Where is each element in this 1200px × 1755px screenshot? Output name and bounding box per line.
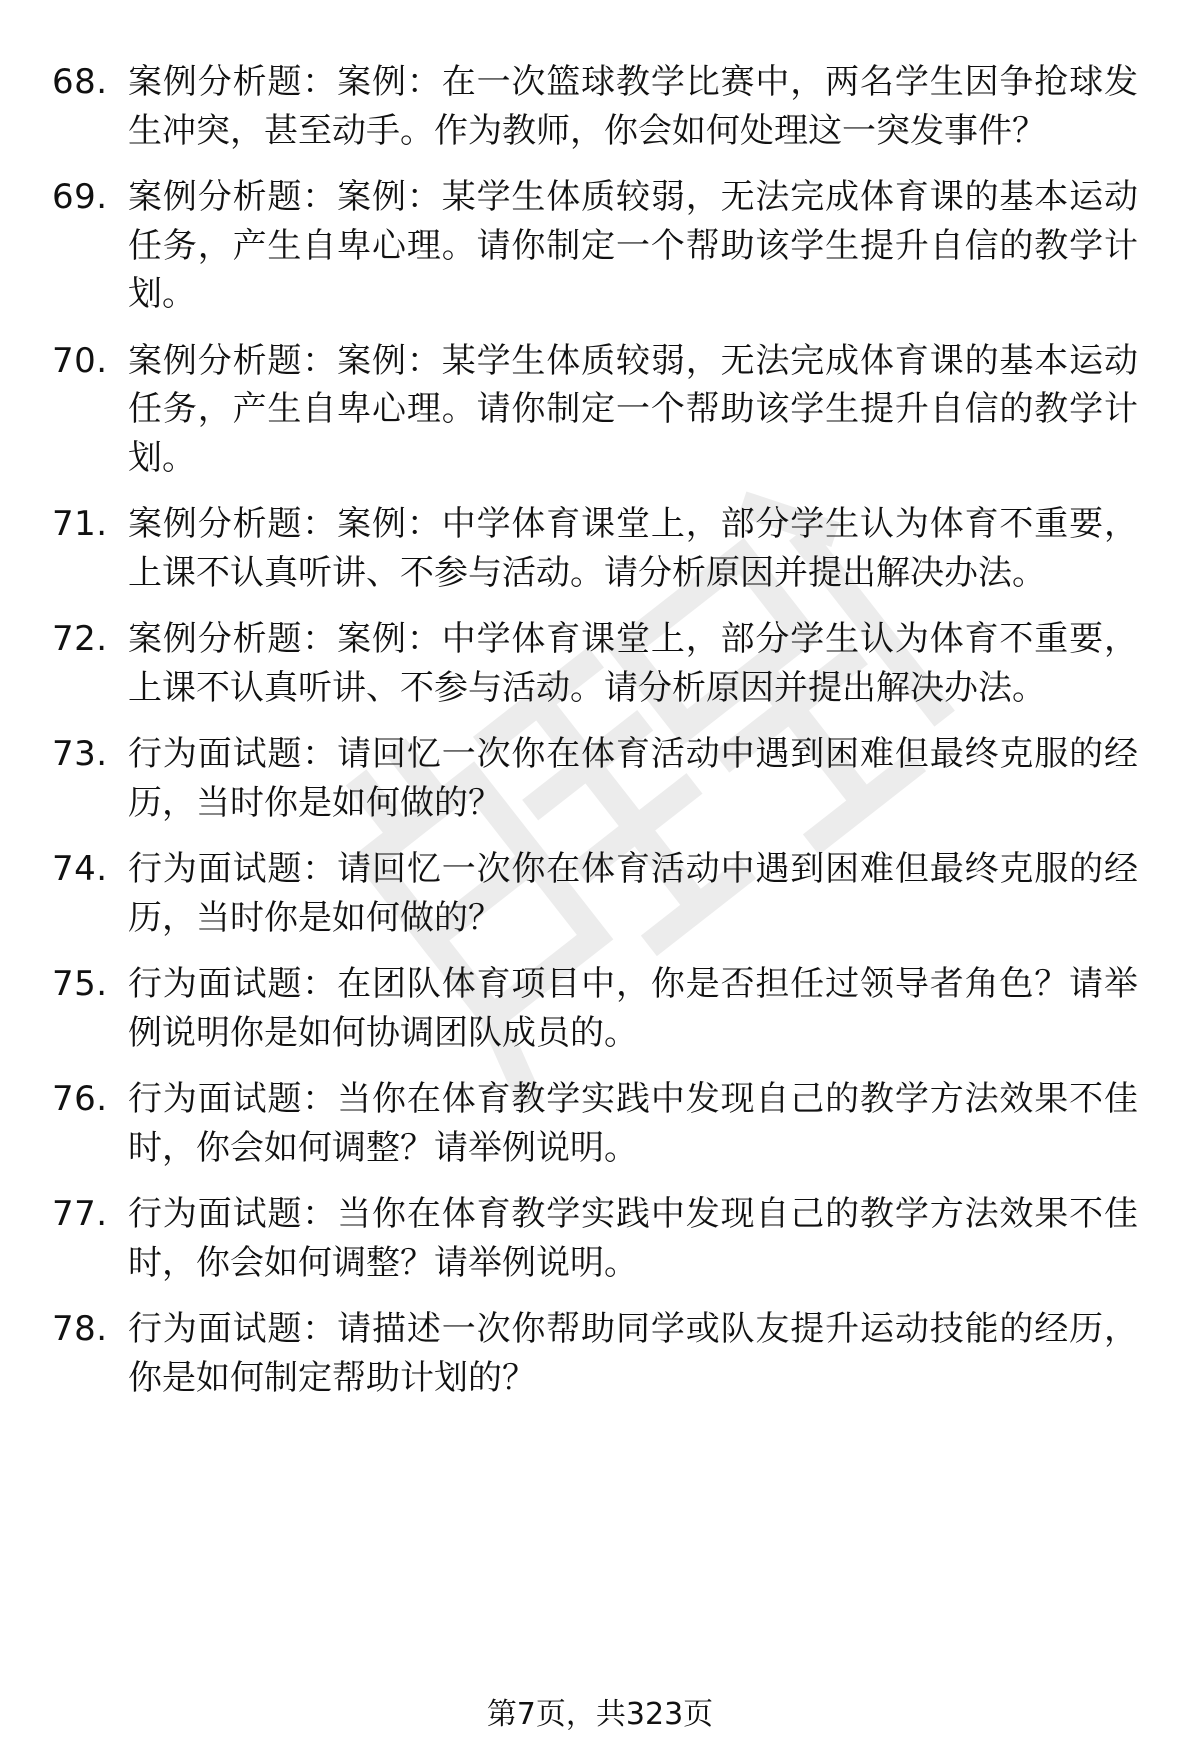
list-item <box>52 58 1152 155</box>
list-item <box>52 337 1152 483</box>
list-item <box>52 500 1152 597</box>
question-number: 75. <box>52 964 108 1004</box>
question-number: 72. <box>52 619 108 659</box>
question-number: 69. <box>52 177 108 217</box>
question-text: 行为面试题：请回忆一次你在体育活动中遇到困难但最终克服的经历，当时你是如何做的？ <box>128 849 1138 938</box>
question-number: 70. <box>52 340 108 381</box>
question-number: 77. <box>52 1194 108 1234</box>
list-item <box>52 1305 1152 1402</box>
question-number: 68. <box>52 62 108 102</box>
question-text: 行为面试题：请描述一次你帮助同学或队友提升运动技能的经历，你是如何制定帮助计划的？ <box>128 1309 1138 1398</box>
list-item <box>52 1190 1152 1287</box>
page-footer: 第7页，共323页 <box>486 1697 714 1732</box>
question-number: 76. <box>52 1079 108 1119</box>
question-number: 74. <box>52 849 108 889</box>
question-text: 案例分析题：案例：中学体育课堂上，部分学生认为体育不重要，上课不认真听讲、不参与活动。请分析原因并提出解决办法。 <box>128 619 1138 708</box>
list-item <box>52 1075 1152 1172</box>
list-item <box>52 615 1152 712</box>
question-text: 案例分析题：案例：某学生体质较弱，无法完成体育课的基本运动任务，产生自卑心理。请你制定一个帮助该学生提升自信的教学计划。 <box>128 177 1138 314</box>
question-number: 78. <box>52 1309 108 1349</box>
question-list <box>52 58 1152 1420</box>
list-item <box>52 845 1152 942</box>
question-text: 案例分析题：案例：某学生体质较弱，无法完成体育课的基本运动任务，产生自卑心理。请你制定一个帮助该学生提升自信的教学计划。 <box>128 340 1138 478</box>
question-number: 73. <box>52 734 108 774</box>
question-text: 行为面试题：当你在体育教学实践中发现自己的教学方法效果不佳时，你会如何调整？请举例说明。 <box>128 1194 1138 1283</box>
list-item <box>52 173 1152 319</box>
list-item <box>52 730 1152 827</box>
question-text: 案例分析题：案例：中学体育课堂上，部分学生认为体育不重要，上课不认真听讲、不参与活动。请分析原因并提出解决办法。 <box>128 504 1138 593</box>
question-text: 案例分析题：案例：在一次篮球教学比赛中，两名学生因争抢球发生冲突，甚至动手。作为教师，你会如何处理这一突发事件？ <box>128 62 1138 151</box>
list-item <box>52 960 1152 1057</box>
question-text: 行为面试题：当你在体育教学实践中发现自己的教学方法效果不佳时，你会如何调整？请举例说明。 <box>128 1079 1138 1168</box>
question-number: 71. <box>52 504 108 544</box>
question-text: 行为面试题：请回忆一次你在体育活动中遇到困难但最终克服的经历，当时你是如何做的？ <box>128 734 1138 823</box>
question-text: 行为面试题：在团队体育项目中，你是否担任过领导者角色？请举例说明你是如何协调团队成员的。 <box>128 964 1138 1053</box>
